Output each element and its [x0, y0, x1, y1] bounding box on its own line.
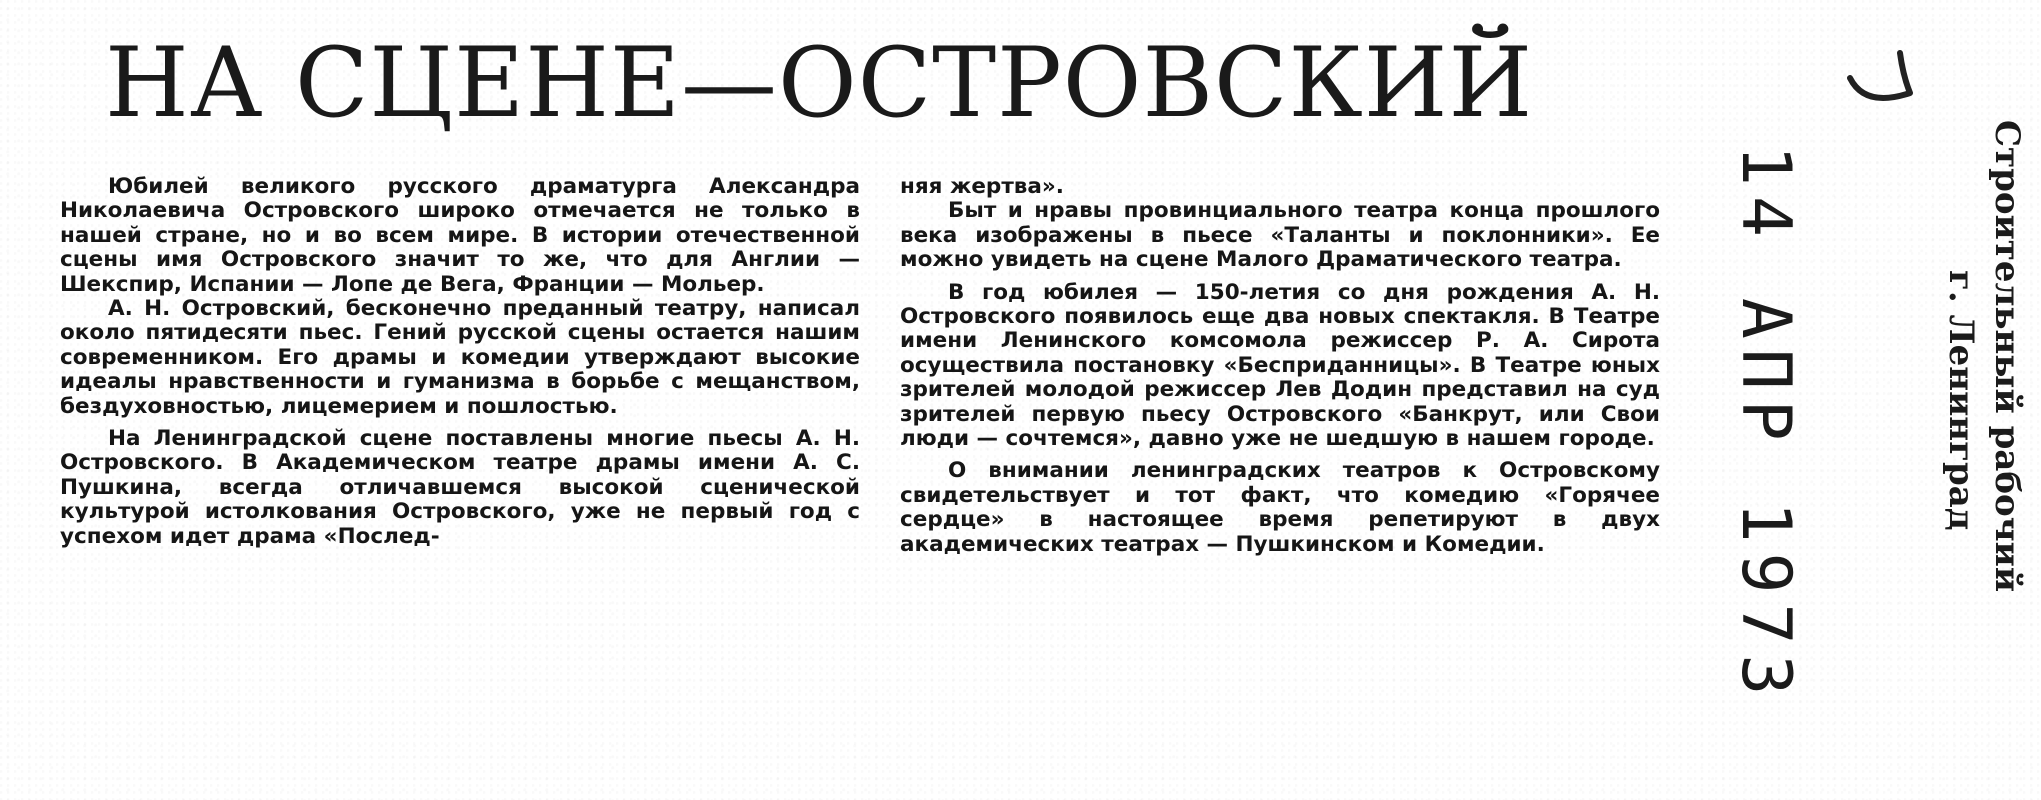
paragraph-3: На Ленинградской сцене поставлены многие пьесы А. Н. Островского. В Академическом театре драмы имени А. С. Пушкина, всегда отличавшемся высокой сценической культурой истолкования Островского, уже не первый год с успехом идет драма «Послед- [60, 426, 860, 549]
article-column-2 [900, 175, 1660, 557]
paragraph-5: В год юбилея — 150-летия со дня рождения А. Н. Островского появилось еще два новых спектакля. В Театре имени Ленинского комсомола режиссер Р. А. Сирота осуществила постановку «Бесприданницы». В Театре юных зрителей молодой режиссер Лев Додин представил на суд зрителей первую пьесу Островского «Банкрут, или Свои люди — сочтемся», давно уже не шедшую в нашем городе. [900, 279, 1660, 452]
paragraph-continuation: няя жертва». [900, 174, 1064, 199]
source-stamp [1938, 120, 2030, 592]
handwritten-mark [1840, 48, 1920, 118]
paragraph-4: Быт и нравы провинциального театра конца прошлого века изображены в пьесе «Таланты и поклонники». Ее можно увидеть на сцене Малого Драматического театра. [900, 198, 1660, 273]
paragraph-2: А. Н. Островский, бесконечно преданный театру, написал около пятидесяти пьес. Гений русской сцены остается нашим современником. Его драмы и комедии утверждают высокие идеалы нравственности и гуманизма в борьбе с мещанством, бездуховностью, лицемерием и пошлостью. [60, 296, 860, 419]
paragraph-6: О внимании ленинградских театров к Островскому свидетельствует и тот факт, что комедию «Горячее сердце» в настоящее время репетируют в двух академических театрах — Пушкинском и Комедии. [900, 458, 1660, 557]
date-stamp: 14 АПР 1973 [1726, 145, 1805, 706]
article-headline: НА СЦЕНЕ—ОСТРОВСКИЙ [105, 27, 1534, 139]
article-column-1 [60, 175, 860, 549]
paragraph-1: Юбилей великого русского драматурга Александра Николаевича Островского широко отмечается не только в нашей стране, но и во всем мире. В истории отечественной сцены имя Островского значит то же, что для Англии — Шекспир, Испании — Лопе де Вега, Франции — Мольер. [60, 174, 860, 297]
source-city: г. Ленинград [1941, 270, 1981, 531]
source-name: Строительный рабочий [1987, 120, 2027, 593]
